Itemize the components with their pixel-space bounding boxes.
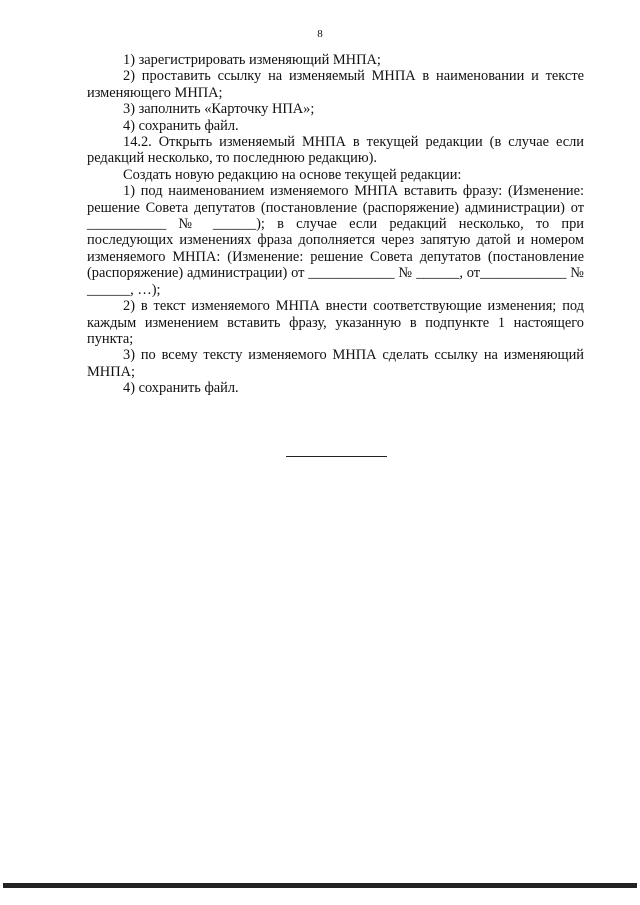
- list-item: 1) зарегистрировать изменяющий МНПА;: [123, 52, 381, 68]
- list-item: 4) сохранить файл.: [123, 117, 239, 134]
- list-item: 2) в текст изменяемого МНПА внести соответствующие изменения; под каждым изменением вставить фразу, указанную в подпункте 1 настоящего пункта;: [87, 298, 584, 347]
- page-bottom-border: [3, 883, 637, 888]
- list-item: 1) под наименованием изменяемого МНПА вставить фразу: (Изменение: решение Совета депутатов (постановление (распоряжение) администрации) от ___________ № ______); в случае если редакций несколько, то при последующих изменениях фраза дополняется через запятую датой и номером изменяемого МНПА: (Изменение: решение Совета депутатов (постановление (распоряжение) администрации) от ____________ № ______, от____________ № ______, …);: [87, 183, 584, 298]
- document-body: [87, 52, 584, 397]
- section-paragraph: Создать новую редакцию на основе текущей редакции:: [123, 166, 462, 183]
- list-item: 4) сохранить файл.: [123, 380, 239, 397]
- list-item: 2) проставить ссылку на изменяемый МНПА в наименовании и тексте изменяющего МНПА;: [87, 68, 584, 101]
- list-item: 3) заполнить «Карточку НПА»;: [123, 101, 315, 118]
- list-item: 3) по всему тексту изменяемого МНПА сделать ссылку на изменяющий МНПА;: [87, 347, 584, 380]
- section-paragraph: 14.2. Открыть изменяемый МНПА в текущей редакции (в случае если редакций несколько, то последнюю редакцию).: [87, 134, 584, 167]
- page-number: 8: [317, 28, 323, 40]
- end-separator-line: [286, 456, 387, 457]
